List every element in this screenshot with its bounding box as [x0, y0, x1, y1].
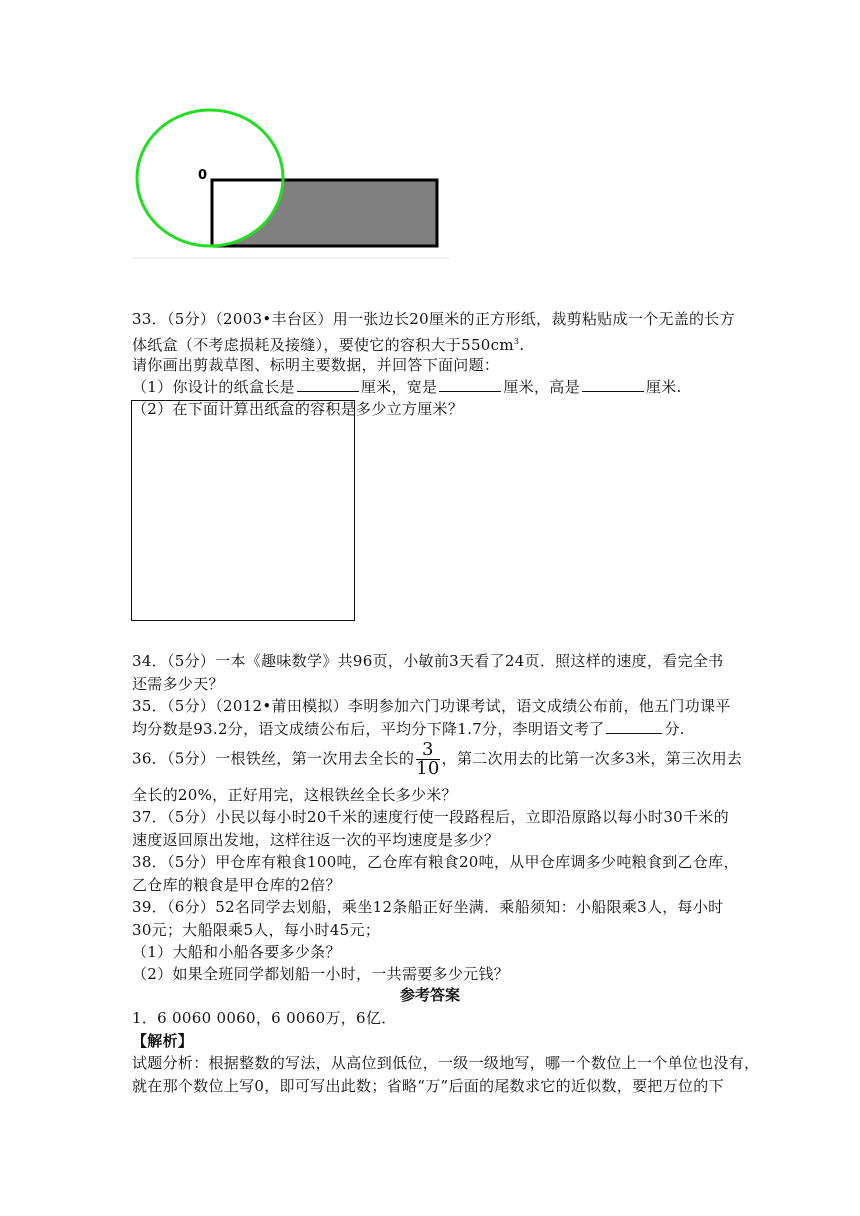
analysis-para-line1: 试题分析：根据整数的写法，从高位到低位，一级一级地写，哪一个数位上一个单位也没有， [132, 1054, 760, 1072]
answers-title: 参考答案 [399, 986, 460, 1004]
answer-blank-width [439, 377, 501, 392]
q38-line1: 38．（5分）甲仓库有粮食100吨，乙仓库有粮食20吨，从甲仓库调多少吨粮食到乙仓库， [132, 853, 739, 871]
answer-blank-chinese-score [606, 719, 662, 734]
q35-line1: 35．（5分）（2012•莆田模拟）李明参加六门功课考试，语文成绩公布前，他五门功课平 [132, 697, 731, 715]
q34-line2: 还需多少天？ [132, 675, 224, 693]
q39-line1: 39．（6分）52名同学去划船，乘坐12条船正好坐满．乘船须知：小船限乘3人，每小时 [132, 898, 724, 916]
analysis-para-line2: 就在那个数位上写0，即可写出此数；省略“万”后面的尾数求它的近似数，要把万位的下 [132, 1077, 724, 1095]
q39-sub2: （2）如果全班同学都划船一小时，一共需要多少元钱？ [132, 965, 510, 983]
q33-line1: 33．（5分）（2003•丰台区）用一张边长20厘米的正方形纸，裁剪粘贴成一个无盖的长方 [132, 310, 735, 328]
q33-sub2: （2）在下面计算出纸盒的容积是多少立方厘米？ [132, 400, 464, 418]
analysis-label: 【解析】 [132, 1032, 194, 1050]
answer-blank-height [582, 377, 644, 392]
q33-unit-sup: 3 [513, 337, 520, 346]
q35-line2: 均分数是93.2分，语文成绩公布后，平均分下降1.7分，李明语文考了 分. [132, 720, 685, 738]
q38-line2: 乙仓库的粮食是甲仓库的2倍？ [132, 876, 341, 894]
circle-rectangle-figure [132, 100, 462, 265]
q37-line1: 37．（5分）小民以每小时20千米的速度行使一段路程后，立即沿原路以每小时30千米的 [132, 808, 729, 826]
q34-line1: 34．（5分）一本《趣味数学》共96页，小敏前3天看了24页．照这样的速度，看完全书 [132, 652, 724, 670]
q36-line1: 36．（5分）一根铁丝，第一次用去全长的 $\frac{3}{10}$ ，第二次用去的比第一次多3米，第三次用去 [132, 739, 743, 779]
q33-line2-end: . [519, 336, 525, 354]
q39-line2: 30元；大船限乘5人，每小时45元； [132, 921, 381, 939]
green-circle [137, 110, 283, 246]
q36-line2: 全长的20%，正好用完，这根铁丝全长多少米？ [132, 786, 457, 804]
q37-line2: 速度返回原出发地，这样往返一次的平均速度是多少？ [132, 831, 500, 849]
q33-line2 [132, 331, 524, 356]
point-o-label: 0 [198, 168, 208, 183]
q33-line3: 请你画出剪裁草图、标明主要数据，并回答下面问题： [132, 356, 500, 374]
q33-sub1: （1）你设计的纸盒长是 厘米，宽是 厘米，高是 厘米. [132, 378, 682, 396]
q33-line2-text: 体纸盒（不考虑损耗及接缝），要使它的容积大于550cm [132, 336, 514, 354]
answer-1: 1．6 0060 0060，6 0060万，6亿． [132, 1009, 397, 1027]
fraction-three-tenths: $\frac{3}{10}$ [416, 739, 440, 779]
answer-box [131, 400, 355, 621]
q39-sub1: （1）大船和小船各要多少条？ [132, 943, 341, 961]
answer-blank-length [297, 377, 359, 392]
